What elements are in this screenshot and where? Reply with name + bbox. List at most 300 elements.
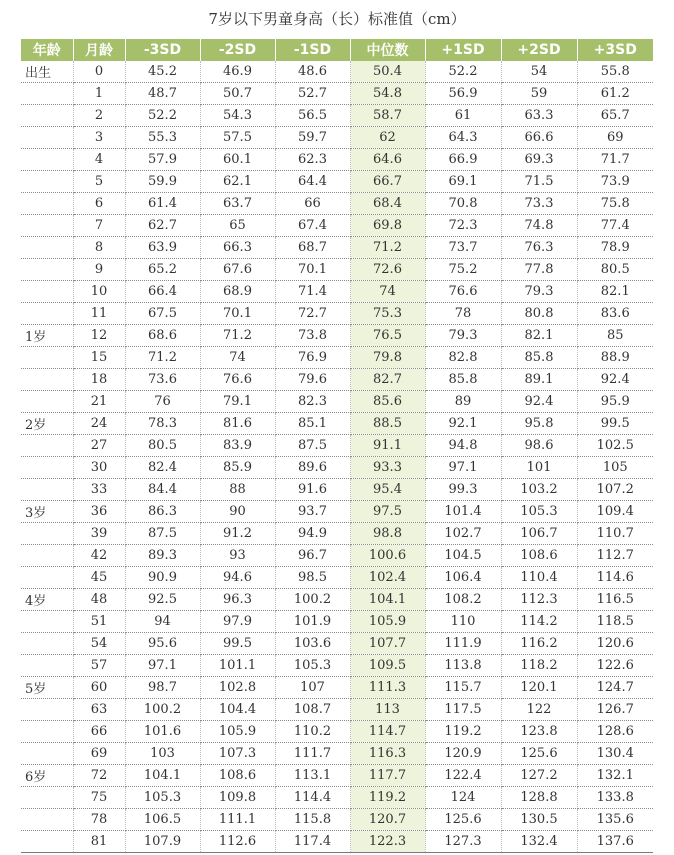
cell-plus2sd: 76.3: [501, 237, 577, 259]
table-row: [21, 567, 653, 589]
cell-plus2sd: 66.6: [501, 127, 577, 149]
cell-minus3sd: 67.5: [125, 303, 200, 325]
cell-plus3sd: 61.2: [577, 83, 653, 105]
cell-month: 57: [73, 655, 125, 677]
cell-plus2sd: 125.6: [501, 743, 577, 765]
cell-median: 95.4: [350, 479, 425, 501]
cell-month: 6: [73, 193, 125, 215]
cell-age: [21, 809, 73, 831]
cell-minus2sd: 62.1: [200, 171, 275, 193]
cell-plus1sd: 75.2: [425, 259, 501, 281]
cell-minus3sd: 48.7: [125, 83, 200, 105]
cell-median: 75.3: [350, 303, 425, 325]
cell-plus3sd: 77.4: [577, 215, 653, 237]
cell-plus1sd: 79.3: [425, 325, 501, 347]
cell-plus2sd: 69.3: [501, 149, 577, 171]
cell-minus1sd: 115.8: [275, 809, 350, 831]
cell-month: 69: [73, 743, 125, 765]
cell-age: [21, 83, 73, 105]
cell-plus1sd: 69.1: [425, 171, 501, 193]
cell-minus3sd: 90.9: [125, 567, 200, 589]
cell-minus3sd: 59.9: [125, 171, 200, 193]
cell-minus2sd: 112.6: [200, 831, 275, 853]
cell-plus3sd: 78.9: [577, 237, 653, 259]
cell-plus3sd: 95.9: [577, 391, 653, 413]
cell-age: [21, 743, 73, 765]
cell-age: [21, 831, 73, 853]
cell-month: 66: [73, 721, 125, 743]
cell-plus1sd: 117.5: [425, 699, 501, 721]
table-row: [21, 347, 653, 369]
table-row: [21, 545, 653, 567]
cell-plus3sd: 55.8: [577, 61, 653, 83]
cell-plus3sd: 69: [577, 127, 653, 149]
cell-age: [21, 655, 73, 677]
cell-age: [21, 633, 73, 655]
cell-minus1sd: 71.4: [275, 281, 350, 303]
cell-month: 51: [73, 611, 125, 633]
cell-plus1sd: 92.1: [425, 413, 501, 435]
cell-plus1sd: 66.9: [425, 149, 501, 171]
cell-month: 9: [73, 259, 125, 281]
cell-median: 105.9: [350, 611, 425, 633]
cell-median: 68.4: [350, 193, 425, 215]
cell-median: 119.2: [350, 787, 425, 809]
cell-minus3sd: 89.3: [125, 545, 200, 567]
cell-median: 109.5: [350, 655, 425, 677]
cell-plus3sd: 71.7: [577, 149, 653, 171]
cell-plus2sd: 116.2: [501, 633, 577, 655]
cell-minus1sd: 100.2: [275, 589, 350, 611]
cell-minus1sd: 64.4: [275, 171, 350, 193]
cell-median: 74: [350, 281, 425, 303]
cell-plus3sd: 105: [577, 457, 653, 479]
cell-month: 8: [73, 237, 125, 259]
cell-plus1sd: 110: [425, 611, 501, 633]
cell-month: 18: [73, 369, 125, 391]
cell-age: [21, 281, 73, 303]
cell-plus2sd: 77.8: [501, 259, 577, 281]
cell-plus3sd: 75.8: [577, 193, 653, 215]
cell-plus3sd: 135.6: [577, 809, 653, 831]
cell-plus1sd: 108.2: [425, 589, 501, 611]
cell-month: 21: [73, 391, 125, 413]
cell-age: [21, 237, 73, 259]
cell-minus1sd: 59.7: [275, 127, 350, 149]
cell-minus2sd: 60.1: [200, 149, 275, 171]
cell-minus2sd: 83.9: [200, 435, 275, 457]
cell-plus2sd: 123.8: [501, 721, 577, 743]
cell-age: [21, 479, 73, 501]
cell-minus3sd: 73.6: [125, 369, 200, 391]
cell-plus3sd: 92.4: [577, 369, 653, 391]
table-row: [21, 589, 653, 611]
cell-minus2sd: 70.1: [200, 303, 275, 325]
cell-minus2sd: 91.2: [200, 523, 275, 545]
cell-median: 117.7: [350, 765, 425, 787]
header-minus3sd: -3SD: [125, 39, 200, 61]
cell-minus1sd: 110.2: [275, 721, 350, 743]
cell-plus3sd: 116.5: [577, 589, 653, 611]
cell-month: 39: [73, 523, 125, 545]
cell-age: 4岁: [21, 589, 73, 611]
cell-plus2sd: 127.2: [501, 765, 577, 787]
cell-month: 12: [73, 325, 125, 347]
cell-minus2sd: 67.6: [200, 259, 275, 281]
cell-plus2sd: 74.8: [501, 215, 577, 237]
table-row: [21, 831, 653, 853]
cell-minus3sd: 61.4: [125, 193, 200, 215]
cell-minus1sd: 117.4: [275, 831, 350, 853]
cell-age: [21, 193, 73, 215]
table-row: [21, 787, 653, 809]
cell-plus1sd: 85.8: [425, 369, 501, 391]
cell-minus3sd: 82.4: [125, 457, 200, 479]
cell-plus3sd: 83.6: [577, 303, 653, 325]
cell-minus3sd: 98.7: [125, 677, 200, 699]
table-row: [21, 523, 653, 545]
cell-plus2sd: 59: [501, 83, 577, 105]
cell-plus1sd: 73.7: [425, 237, 501, 259]
header-minus2sd: -2SD: [200, 39, 275, 61]
cell-plus3sd: 132.1: [577, 765, 653, 787]
cell-median: 91.1: [350, 435, 425, 457]
cell-month: 63: [73, 699, 125, 721]
table-row: [21, 83, 653, 105]
cell-minus3sd: 100.2: [125, 699, 200, 721]
cell-month: 7: [73, 215, 125, 237]
cell-plus2sd: 130.5: [501, 809, 577, 831]
cell-plus3sd: 137.6: [577, 831, 653, 853]
cell-plus2sd: 82.1: [501, 325, 577, 347]
cell-minus1sd: 72.7: [275, 303, 350, 325]
cell-age: 3岁: [21, 501, 73, 523]
cell-age: [21, 369, 73, 391]
cell-plus3sd: 102.5: [577, 435, 653, 457]
cell-age: [21, 347, 73, 369]
cell-plus2sd: 79.3: [501, 281, 577, 303]
cell-plus1sd: 104.5: [425, 545, 501, 567]
cell-minus1sd: 96.7: [275, 545, 350, 567]
cell-plus2sd: 101: [501, 457, 577, 479]
cell-plus3sd: 133.8: [577, 787, 653, 809]
cell-minus2sd: 101.1: [200, 655, 275, 677]
cell-minus3sd: 71.2: [125, 347, 200, 369]
cell-plus1sd: 76.6: [425, 281, 501, 303]
cell-median: 97.5: [350, 501, 425, 523]
cell-minus2sd: 68.9: [200, 281, 275, 303]
table-row: [21, 699, 653, 721]
cell-minus2sd: 71.2: [200, 325, 275, 347]
cell-plus3sd: 82.1: [577, 281, 653, 303]
cell-minus3sd: 97.1: [125, 655, 200, 677]
cell-minus2sd: 107.3: [200, 743, 275, 765]
cell-age: [21, 457, 73, 479]
table-row: [21, 413, 653, 435]
cell-minus3sd: 107.9: [125, 831, 200, 853]
cell-age: 1岁: [21, 325, 73, 347]
cell-minus3sd: 92.5: [125, 589, 200, 611]
cell-age: 5岁: [21, 677, 73, 699]
cell-median: 62: [350, 127, 425, 149]
header-plus1sd: +1SD: [425, 39, 501, 61]
cell-month: 5: [73, 171, 125, 193]
table-row: [21, 171, 653, 193]
cell-minus3sd: 103: [125, 743, 200, 765]
cell-month: 0: [73, 61, 125, 83]
cell-minus1sd: 105.3: [275, 655, 350, 677]
cell-plus2sd: 98.6: [501, 435, 577, 457]
cell-minus1sd: 48.6: [275, 61, 350, 83]
cell-minus2sd: 102.8: [200, 677, 275, 699]
page-title: 7岁以下男童身高（长）标准值（cm）: [208, 10, 466, 28]
cell-median: 72.6: [350, 259, 425, 281]
cell-minus1sd: 94.9: [275, 523, 350, 545]
cell-minus1sd: 103.6: [275, 633, 350, 655]
table-row: [21, 611, 653, 633]
table-row: [21, 369, 653, 391]
cell-age: 2岁: [21, 413, 73, 435]
cell-minus1sd: 108.7: [275, 699, 350, 721]
cell-median: 54.8: [350, 83, 425, 105]
cell-plus2sd: 118.2: [501, 655, 577, 677]
cell-minus3sd: 101.6: [125, 721, 200, 743]
cell-median: 98.8: [350, 523, 425, 545]
cell-plus3sd: 73.9: [577, 171, 653, 193]
cell-minus1sd: 70.1: [275, 259, 350, 281]
cell-minus2sd: 99.5: [200, 633, 275, 655]
cell-plus1sd: 56.9: [425, 83, 501, 105]
cell-age: [21, 611, 73, 633]
cell-plus3sd: 99.5: [577, 413, 653, 435]
table-row: [21, 501, 653, 523]
cell-minus1sd: 87.5: [275, 435, 350, 457]
cell-plus1sd: 72.3: [425, 215, 501, 237]
height-standard-table: [21, 39, 653, 853]
cell-median: 88.5: [350, 413, 425, 435]
cell-age: [21, 171, 73, 193]
cell-age: [21, 545, 73, 567]
cell-minus2sd: 81.6: [200, 413, 275, 435]
cell-month: 15: [73, 347, 125, 369]
cell-minus2sd: 96.3: [200, 589, 275, 611]
cell-median: 85.6: [350, 391, 425, 413]
cell-minus1sd: 113.1: [275, 765, 350, 787]
cell-age: [21, 149, 73, 171]
cell-minus1sd: 98.5: [275, 567, 350, 589]
cell-median: 100.6: [350, 545, 425, 567]
cell-month: 48: [73, 589, 125, 611]
cell-month: 78: [73, 809, 125, 831]
cell-minus3sd: 63.9: [125, 237, 200, 259]
cell-minus1sd: 68.7: [275, 237, 350, 259]
cell-minus2sd: 93: [200, 545, 275, 567]
header-month: 月龄: [73, 39, 125, 61]
table-row: [21, 721, 653, 743]
table-row: [21, 435, 653, 457]
cell-age: [21, 699, 73, 721]
cell-plus2sd: 110.4: [501, 567, 577, 589]
cell-minus2sd: 94.6: [200, 567, 275, 589]
cell-minus3sd: 87.5: [125, 523, 200, 545]
cell-month: 30: [73, 457, 125, 479]
header-plus3sd: +3SD: [577, 39, 653, 61]
table-row: [21, 259, 653, 281]
cell-month: 4: [73, 149, 125, 171]
cell-month: 54: [73, 633, 125, 655]
table-header: [21, 39, 653, 61]
cell-plus1sd: 78: [425, 303, 501, 325]
cell-age: 6岁: [21, 765, 73, 787]
cell-minus2sd: 63.7: [200, 193, 275, 215]
cell-month: 81: [73, 831, 125, 853]
cell-median: 69.8: [350, 215, 425, 237]
cell-plus2sd: 114.2: [501, 611, 577, 633]
cell-plus3sd: 128.6: [577, 721, 653, 743]
cell-median: 111.3: [350, 677, 425, 699]
cell-plus2sd: 92.4: [501, 391, 577, 413]
header-median: 中位数: [350, 39, 425, 61]
cell-plus2sd: 132.4: [501, 831, 577, 853]
cell-minus3sd: 84.4: [125, 479, 200, 501]
cell-minus3sd: 62.7: [125, 215, 200, 237]
cell-minus2sd: 97.9: [200, 611, 275, 633]
table-row: [21, 457, 653, 479]
cell-minus1sd: 66: [275, 193, 350, 215]
table-row: [21, 325, 653, 347]
cell-plus1sd: 61: [425, 105, 501, 127]
cell-age: [21, 567, 73, 589]
cell-minus3sd: 65.2: [125, 259, 200, 281]
cell-plus2sd: 73.3: [501, 193, 577, 215]
header-minus1sd: -1SD: [275, 39, 350, 61]
cell-plus1sd: 64.3: [425, 127, 501, 149]
cell-plus3sd: 114.6: [577, 567, 653, 589]
cell-plus3sd: 130.4: [577, 743, 653, 765]
cell-median: 76.5: [350, 325, 425, 347]
cell-minus1sd: 73.8: [275, 325, 350, 347]
cell-plus2sd: 105.3: [501, 501, 577, 523]
cell-minus1sd: 114.4: [275, 787, 350, 809]
table-row: [21, 237, 653, 259]
cell-minus1sd: 107: [275, 677, 350, 699]
cell-median: 82.7: [350, 369, 425, 391]
table-row: [21, 149, 653, 171]
cell-plus2sd: 63.3: [501, 105, 577, 127]
cell-minus3sd: 86.3: [125, 501, 200, 523]
cell-minus3sd: 80.5: [125, 435, 200, 457]
cell-plus2sd: 120.1: [501, 677, 577, 699]
cell-plus2sd: 122: [501, 699, 577, 721]
cell-plus1sd: 52.2: [425, 61, 501, 83]
table-row: [21, 765, 653, 787]
cell-month: 1: [73, 83, 125, 105]
cell-plus3sd: 107.2: [577, 479, 653, 501]
cell-plus1sd: 70.8: [425, 193, 501, 215]
table-row: [21, 391, 653, 413]
cell-month: 75: [73, 787, 125, 809]
cell-plus2sd: 85.8: [501, 347, 577, 369]
cell-minus3sd: 95.6: [125, 633, 200, 655]
cell-minus2sd: 108.6: [200, 765, 275, 787]
cell-plus3sd: 85: [577, 325, 653, 347]
cell-plus2sd: 95.8: [501, 413, 577, 435]
cell-minus3sd: 106.5: [125, 809, 200, 831]
cell-plus1sd: 97.1: [425, 457, 501, 479]
cell-plus3sd: 126.7: [577, 699, 653, 721]
cell-plus1sd: 119.2: [425, 721, 501, 743]
cell-median: 114.7: [350, 721, 425, 743]
cell-plus1sd: 120.9: [425, 743, 501, 765]
cell-age: [21, 435, 73, 457]
cell-age: [21, 215, 73, 237]
cell-plus1sd: 101.4: [425, 501, 501, 523]
cell-plus1sd: 124: [425, 787, 501, 809]
cell-plus3sd: 80.5: [577, 259, 653, 281]
table-row: [21, 193, 653, 215]
cell-minus2sd: 105.9: [200, 721, 275, 743]
cell-age: 出生: [21, 61, 73, 83]
cell-plus1sd: 106.4: [425, 567, 501, 589]
cell-plus1sd: 113.8: [425, 655, 501, 677]
cell-plus2sd: 80.8: [501, 303, 577, 325]
cell-median: 116.3: [350, 743, 425, 765]
cell-month: 45: [73, 567, 125, 589]
cell-plus3sd: 110.7: [577, 523, 653, 545]
cell-plus2sd: 71.5: [501, 171, 577, 193]
cell-minus1sd: 101.9: [275, 611, 350, 633]
cell-month: 24: [73, 413, 125, 435]
table-row: [21, 215, 653, 237]
cell-plus2sd: 103.2: [501, 479, 577, 501]
cell-month: 42: [73, 545, 125, 567]
cell-plus3sd: 109.4: [577, 501, 653, 523]
cell-minus3sd: 57.9: [125, 149, 200, 171]
cell-minus2sd: 109.8: [200, 787, 275, 809]
cell-plus1sd: 125.6: [425, 809, 501, 831]
cell-minus1sd: 76.9: [275, 347, 350, 369]
cell-median: 64.6: [350, 149, 425, 171]
cell-minus1sd: 91.6: [275, 479, 350, 501]
cell-plus2sd: 112.3: [501, 589, 577, 611]
table-body: [21, 61, 653, 853]
cell-minus3sd: 45.2: [125, 61, 200, 83]
cell-age: [21, 127, 73, 149]
cell-minus1sd: 82.3: [275, 391, 350, 413]
cell-plus2sd: 54: [501, 61, 577, 83]
cell-plus3sd: 122.6: [577, 655, 653, 677]
cell-plus3sd: 120.6: [577, 633, 653, 655]
table-row: [21, 281, 653, 303]
cell-plus3sd: 88.9: [577, 347, 653, 369]
cell-plus1sd: 89: [425, 391, 501, 413]
cell-month: 2: [73, 105, 125, 127]
header-plus2sd: +2SD: [501, 39, 577, 61]
cell-minus1sd: 62.3: [275, 149, 350, 171]
cell-minus3sd: 104.1: [125, 765, 200, 787]
table-row: [21, 479, 653, 501]
cell-age: [21, 391, 73, 413]
cell-month: 36: [73, 501, 125, 523]
cell-plus1sd: 102.7: [425, 523, 501, 545]
cell-minus1sd: 56.5: [275, 105, 350, 127]
table-row: [21, 303, 653, 325]
cell-age: [21, 259, 73, 281]
cell-minus3sd: 78.3: [125, 413, 200, 435]
cell-median: 122.3: [350, 831, 425, 853]
cell-month: 10: [73, 281, 125, 303]
cell-month: 3: [73, 127, 125, 149]
